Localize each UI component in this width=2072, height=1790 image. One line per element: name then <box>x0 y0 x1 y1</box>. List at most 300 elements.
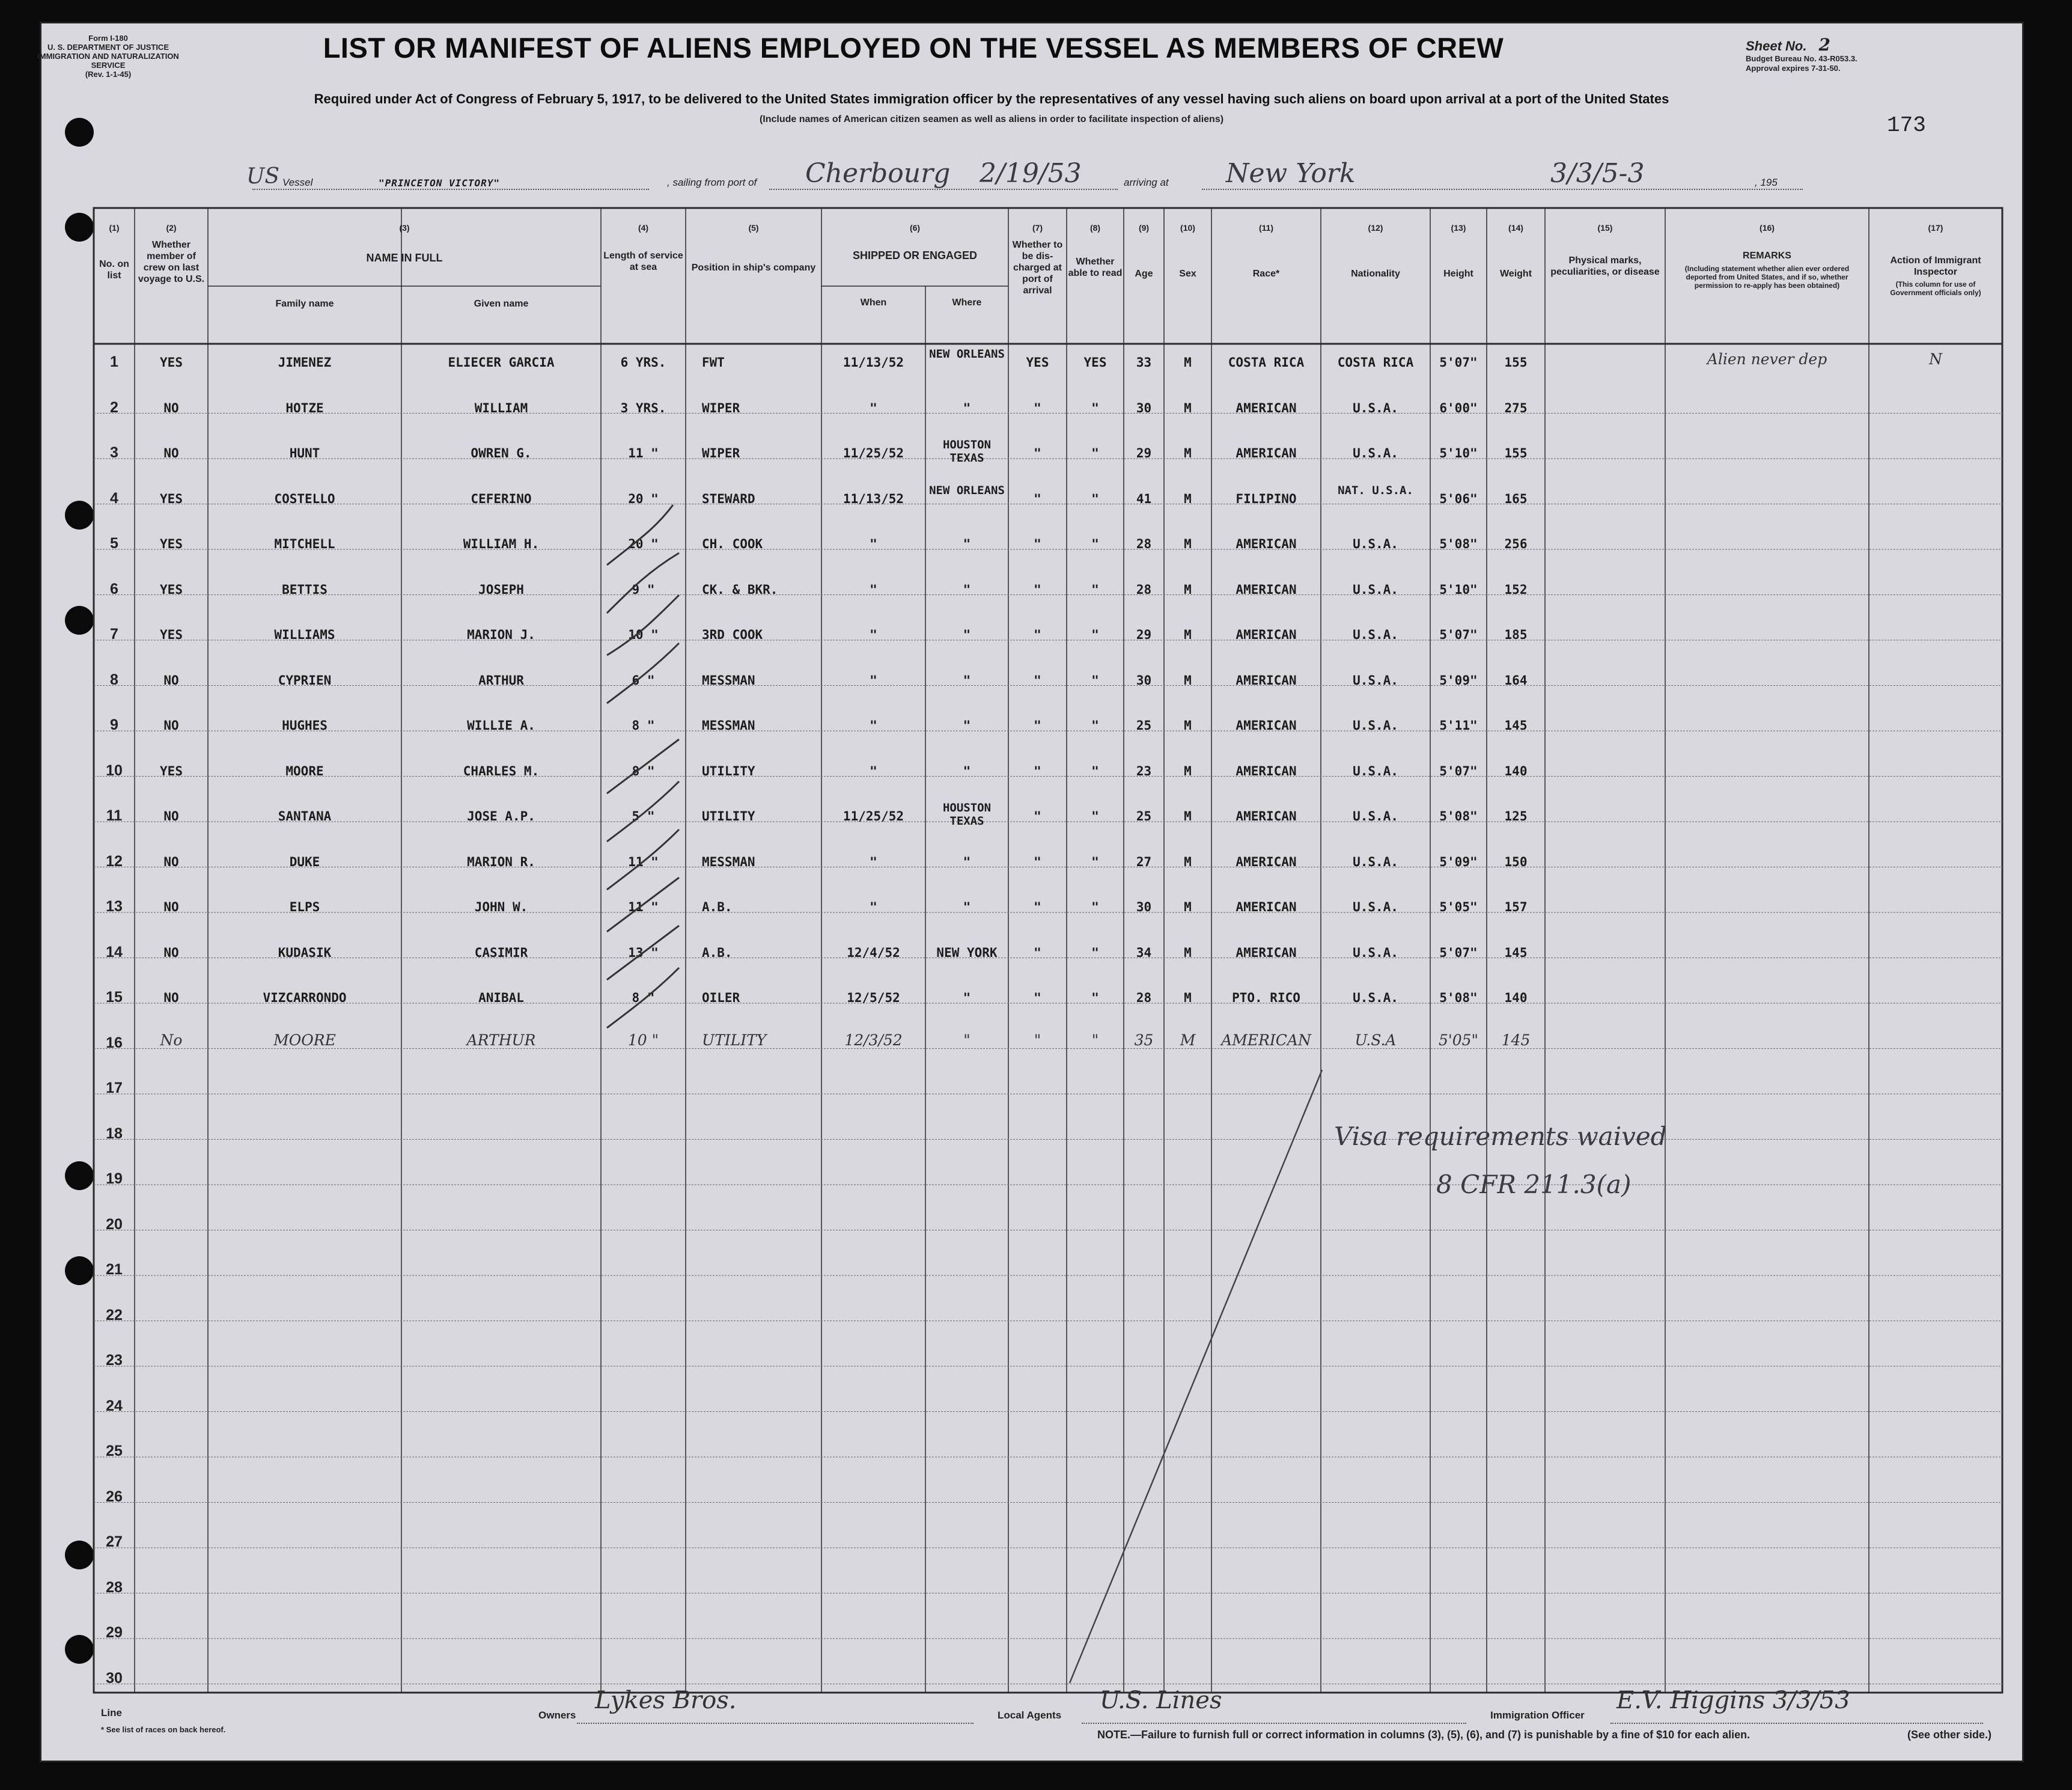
cell-nationality: U.S.A. <box>1353 446 1398 460</box>
cell-read: " <box>1091 809 1099 823</box>
header-physical: Physical marks, peculiarities, or disease <box>1550 255 1660 277</box>
cell-nationality: U.S.A. <box>1353 582 1398 597</box>
cell-height: 5'08" <box>1439 537 1478 551</box>
cell-race: AMERICAN <box>1221 1031 1311 1049</box>
cell-sex: M <box>1184 355 1192 370</box>
visa-waiver-note: Visa requirements waived <box>1334 1122 1667 1151</box>
col-num-5: (5) <box>748 223 759 233</box>
cell-height: 5'07" <box>1439 355 1478 370</box>
cell-member: NO <box>163 446 179 460</box>
cell-given: MARION R. <box>467 854 535 869</box>
cell-nationality: U.S.A <box>1354 1031 1397 1049</box>
col-num-16: (16) <box>1760 223 1775 233</box>
row-number: 30 <box>106 1669 123 1687</box>
cell-discharged: " <box>1034 991 1041 1005</box>
row-number: 2 <box>110 399 118 416</box>
cell-age: 33 <box>1136 355 1152 370</box>
cell-when: 12/3/52 <box>844 1031 903 1049</box>
row-number: 21 <box>106 1261 123 1278</box>
cell-length: 20 " <box>628 491 659 506</box>
cell-position: MESSMAN <box>702 854 755 869</box>
cell-age: 28 <box>1136 991 1152 1005</box>
cell-remarks: Alien never dep <box>1707 350 1827 368</box>
cell-length: 9 " <box>632 582 655 597</box>
cell-read: YES <box>1083 355 1107 370</box>
cell-sex: M <box>1184 763 1192 778</box>
header-nationality: Nationality <box>1351 269 1400 279</box>
header-given-name: Given name <box>474 299 529 309</box>
row-number: 3 <box>110 444 118 461</box>
cell-family: BETTIS <box>282 582 328 597</box>
col-num-1: (1) <box>109 223 120 233</box>
cell-position: UTILITY <box>702 809 755 823</box>
cell-sex: M <box>1184 673 1192 688</box>
cell-nationality: COSTA RICA <box>1337 355 1414 370</box>
cell-discharged: " <box>1034 1031 1041 1049</box>
cell-weight: 140 <box>1504 991 1528 1005</box>
col-num-11: (11) <box>1258 223 1274 233</box>
cell-weight: 155 <box>1504 446 1528 460</box>
header-race: Race* <box>1252 269 1280 279</box>
cell-height: 5'07" <box>1439 628 1478 642</box>
cell-length: 8 " <box>632 718 655 733</box>
cell-height: 5'08" <box>1439 809 1478 823</box>
cell-nationality: U.S.A. <box>1353 991 1398 1005</box>
cell-read: " <box>1091 945 1099 960</box>
cell-where: " <box>963 582 971 597</box>
cell-where: " <box>963 763 971 778</box>
cell-given: WILLIAM H. <box>463 537 540 551</box>
cell-length: 8 " <box>632 991 655 1005</box>
cell-discharged: " <box>1034 809 1041 823</box>
cell-age: 28 <box>1136 537 1152 551</box>
col-num-2: (2) <box>166 223 177 233</box>
row-number: 14 <box>106 943 123 961</box>
cell-sex: M <box>1184 628 1192 642</box>
cell-given: CASIMIR <box>474 945 528 960</box>
cell-position: CH. COOK <box>702 537 763 551</box>
cell-family: HUGHES <box>282 718 328 733</box>
row-number: 26 <box>106 1488 123 1505</box>
row-number: 17 <box>106 1080 123 1096</box>
row-number: 6 <box>110 580 118 597</box>
cell-race: AMERICAN <box>1236 718 1297 733</box>
cell-position: MESSMAN <box>702 673 755 688</box>
cell-discharged: " <box>1034 945 1041 960</box>
cell-height: 5'05" <box>1439 900 1478 914</box>
cell-race: AMERICAN <box>1236 809 1297 823</box>
cell-discharged: " <box>1034 537 1041 551</box>
approval-expiry: Approval expires 7-31-50. <box>1746 64 1841 73</box>
cell-length: 11 " <box>628 446 659 460</box>
cell-member: YES <box>160 537 183 551</box>
col-num-14: (14) <box>1508 223 1523 233</box>
row-number: 11 <box>106 807 123 824</box>
row-number: 12 <box>106 852 123 870</box>
footer-agents-label: Local Agents <box>998 1709 1062 1721</box>
cell-age: 34 <box>1136 945 1152 960</box>
arriving-label: arriving at <box>1124 177 1169 188</box>
cell-age: 29 <box>1136 628 1152 642</box>
cell-when: 11/13/52 <box>843 355 904 370</box>
cell-discharged: " <box>1034 900 1041 914</box>
cell-race: AMERICAN <box>1236 537 1297 551</box>
row-number: 27 <box>106 1533 123 1550</box>
cell-age: 29 <box>1136 446 1152 460</box>
cell-when: 11/25/52 <box>843 809 904 823</box>
cell-family: JIMENEZ <box>278 355 332 370</box>
cell-discharged: YES <box>1026 355 1049 370</box>
cell-member: NO <box>163 945 179 960</box>
cell-length: 11 " <box>628 900 659 914</box>
cell-position: A.B. <box>702 945 733 960</box>
cell-nationality: U.S.A. <box>1353 400 1398 415</box>
cell-race: AMERICAN <box>1236 582 1297 597</box>
cell-when: " <box>870 400 877 415</box>
footer-owners: Lykes Bros. <box>595 1687 737 1714</box>
cell-when: " <box>870 537 877 551</box>
footer-races-note: * See list of races on back hereof. <box>101 1725 226 1734</box>
row-number: 22 <box>106 1306 123 1324</box>
cell-given: CEFERINO <box>471 491 532 506</box>
cell-where: NEW ORLEANS <box>929 347 1005 361</box>
row-number: 25 <box>106 1443 123 1459</box>
cell-race: AMERICAN <box>1236 854 1297 869</box>
cell-position: 3RD COOK <box>702 628 763 642</box>
footer-other-side: (See other side.) <box>1907 1729 1992 1741</box>
col-num-3: (3) <box>399 223 410 233</box>
cell-age: 35 <box>1134 1031 1154 1049</box>
cell-given: WILLIE A. <box>467 718 535 733</box>
cell-race: AMERICAN <box>1236 673 1297 688</box>
cell-position: MESSMAN <box>702 718 755 733</box>
cell-age: 25 <box>1136 718 1152 733</box>
vessel-prefix: US <box>246 164 280 189</box>
row-number: 13 <box>106 898 123 915</box>
row-number: 29 <box>106 1624 123 1641</box>
header-shipped: SHIPPED OR ENGAGED <box>852 249 978 261</box>
cell-race: AMERICAN <box>1236 945 1297 960</box>
cell-sex: M <box>1184 718 1192 733</box>
cell-when: " <box>870 673 877 688</box>
header-weight: Weight <box>1499 269 1532 279</box>
cell-discharged: " <box>1034 491 1041 506</box>
cell-family: WILLIAMS <box>274 628 335 642</box>
cell-sex: M <box>1184 945 1192 960</box>
col-num-15: (15) <box>1597 223 1613 233</box>
cell-family: SANTANA <box>278 809 332 823</box>
cell-family: VIZCARRONDO <box>263 991 347 1005</box>
cell-discharged: " <box>1034 673 1041 688</box>
row-number: 23 <box>106 1352 123 1369</box>
cell-weight: 165 <box>1504 491 1528 506</box>
row-number: 9 <box>110 716 118 733</box>
cell-where: HOUSTON TEXAS <box>942 801 992 828</box>
cell-length: 5 " <box>632 809 655 823</box>
row-number: 15 <box>106 989 123 1006</box>
cell-member: NO <box>163 991 179 1005</box>
cell-height: 5'11" <box>1439 718 1478 733</box>
cell-member: NO <box>163 854 179 869</box>
cell-weight: 275 <box>1504 400 1528 415</box>
cell-when: " <box>870 628 877 642</box>
cell-given: CHARLES M. <box>463 763 540 778</box>
cell-given: ARTHUR <box>466 1031 536 1049</box>
cell-sex: M <box>1184 400 1192 415</box>
cell-height: 5'09" <box>1439 673 1478 688</box>
cell-position: STEWARD <box>702 491 755 506</box>
cell-discharged: " <box>1034 763 1041 778</box>
row-number: 24 <box>106 1397 123 1414</box>
cell-given: MARION J. <box>467 628 535 642</box>
page-title: LIST OR MANIFEST OF ALIENS EMPLOYED ON THE VESSEL AS MEMBERS OF CREW <box>323 32 1504 64</box>
header-discharged: Whether to be dis-charged at port of arrival <box>1012 240 1063 296</box>
cell-read: " <box>1091 673 1099 688</box>
cell-where: NEW YORK <box>936 945 998 960</box>
cell-read: " <box>1091 400 1099 415</box>
cell-height: 5'10" <box>1439 446 1478 460</box>
year-label: , 195 <box>1755 177 1778 188</box>
cell-age: 30 <box>1136 400 1152 415</box>
col-num-13: (13) <box>1451 223 1466 233</box>
cell-member: YES <box>160 491 183 506</box>
cell-length: 13 " <box>628 945 659 960</box>
cell-member: No <box>160 1031 183 1049</box>
cell-member: NO <box>163 400 179 415</box>
cell-height: 6'00" <box>1439 400 1478 415</box>
cell-when: 11/25/52 <box>843 446 904 460</box>
cell-discharged: " <box>1034 718 1041 733</box>
sheet-label: Sheet No. <box>1746 38 1807 53</box>
cell-when: " <box>870 763 877 778</box>
cell-race: AMERICAN <box>1236 400 1297 415</box>
cell-discharged: " <box>1034 628 1041 642</box>
cell-member: YES <box>160 355 183 370</box>
cell-when: " <box>870 900 877 914</box>
cell-where: " <box>963 673 971 688</box>
cell-position: OILER <box>702 991 740 1005</box>
cell-sex: M <box>1184 900 1192 914</box>
cell-nationality: U.S.A. <box>1353 854 1398 869</box>
cell-given: JOHN W. <box>474 900 528 914</box>
cell-sex: M <box>1184 991 1192 1005</box>
row-number: 10 <box>106 762 123 779</box>
cell-length: 6 YRS. <box>620 355 666 370</box>
visa-cfr-note: 8 CFR 211.3(a) <box>1436 1170 1632 1199</box>
cell-discharged: " <box>1034 446 1041 460</box>
footer-line-label: Line <box>101 1707 122 1718</box>
cell-given: ANIBAL <box>478 991 524 1005</box>
cell-discharged: " <box>1034 854 1041 869</box>
cell-read: " <box>1091 900 1099 914</box>
footer-officer: E.V. Higgins 3/3/53 <box>1616 1687 1850 1714</box>
cell-nationality: U.S.A. <box>1353 809 1398 823</box>
cell-height: 5'06" <box>1439 491 1478 506</box>
cell-read: " <box>1091 537 1099 551</box>
cell-family: CYPRIEN <box>278 673 332 688</box>
subtitle: Required under Act of Congress of February 5, 1917, to be delivered to the United States immigration officer by the representatives of any vessel having such aliens on board upon arrival at a port of the United States <box>314 91 1669 106</box>
cell-family: ELPS <box>289 900 320 914</box>
header-when: When <box>860 298 887 308</box>
cell-position: UTILITY <box>702 763 755 778</box>
sailing-date: 2/19/53 <box>980 158 1082 189</box>
cell-read: " <box>1091 854 1099 869</box>
cell-length: 6 " <box>632 673 655 688</box>
row-number: 8 <box>110 671 118 688</box>
cell-weight: 157 <box>1504 900 1528 914</box>
col-num-9: (9) <box>1138 223 1150 233</box>
cell-height: 5'07" <box>1439 945 1478 960</box>
sailing-port: Cherbourg <box>805 158 951 189</box>
cell-position: WIPER <box>702 446 740 460</box>
cell-given: OWREN G. <box>471 446 532 460</box>
col-num-17: (17) <box>1928 223 1943 233</box>
cell-length: 3 YRS. <box>620 400 666 415</box>
cell-where: " <box>963 537 971 551</box>
cell-length: 20 " <box>628 537 659 551</box>
cell-given: ARTHUR <box>478 673 524 688</box>
header-remarks-sub: (Including statement whether alien ever ordered deported from United States, and if so, whether permission to re-apply has been obtained) <box>1684 264 1850 290</box>
cell-where: NEW ORLEANS <box>929 483 1005 497</box>
header-height: Height <box>1443 269 1473 279</box>
cell-given: JOSE A.P. <box>467 809 535 823</box>
cell-age: 27 <box>1136 854 1152 869</box>
header-where: Where <box>952 298 982 308</box>
header-sex: Sex <box>1179 269 1196 279</box>
header-family-name: Family name <box>275 299 334 309</box>
cell-read: " <box>1091 491 1099 506</box>
cell-height: 5'08" <box>1439 991 1478 1005</box>
cell-read: " <box>1091 582 1099 597</box>
cell-read: " <box>1091 628 1099 642</box>
cell-member: NO <box>163 809 179 823</box>
cell-sex: M <box>1184 537 1192 551</box>
cell-nationality: U.S.A. <box>1353 718 1398 733</box>
row-number: 19 <box>106 1170 123 1187</box>
cell-sex: M <box>1180 1031 1196 1049</box>
cell-member: YES <box>160 628 183 642</box>
cell-race: COSTA RICA <box>1228 355 1305 370</box>
row-number: 5 <box>110 535 118 552</box>
cell-weight: 155 <box>1504 355 1528 370</box>
cell-sex: M <box>1184 809 1192 823</box>
vessel-label: Vessel <box>282 177 313 188</box>
cell-when: " <box>870 718 877 733</box>
header-remarks: REMARKS <box>1743 251 1791 261</box>
col-num-10: (10) <box>1180 223 1195 233</box>
header-no-on-list: No. on list <box>99 259 129 281</box>
header-action: Action of Immigrant Inspector <box>1890 255 1981 277</box>
col-num-8: (8) <box>1089 223 1101 233</box>
cell-read: " <box>1091 718 1099 733</box>
cell-nationality: NAT. U.S.A. <box>1338 483 1413 497</box>
cell-race: AMERICAN <box>1236 900 1297 914</box>
cell-where: " <box>963 400 971 415</box>
cell-sex: M <box>1184 491 1192 506</box>
cell-when: " <box>870 582 877 597</box>
cell-age: 30 <box>1136 900 1152 914</box>
form-number: Form I-180 <box>88 34 128 43</box>
cell-discharged: " <box>1034 400 1041 415</box>
cell-age: 28 <box>1136 582 1152 597</box>
subtitle-note: (Include names of American citizen seamen as well as aliens in order to facilitate inspection of aliens) <box>759 114 1224 124</box>
cell-weight: 185 <box>1504 628 1528 642</box>
cell-family: KUDASIK <box>278 945 332 960</box>
cell-race: PTO. RICO <box>1232 991 1300 1005</box>
department: U. S. DEPARTMENT OF JUSTICE <box>47 43 169 52</box>
cell-when: 11/13/52 <box>843 491 904 506</box>
cell-age: 41 <box>1136 491 1152 506</box>
arrival-date: 3/3/5-3 <box>1550 158 1645 189</box>
cell-family: MOORE <box>273 1031 336 1049</box>
row-number: 1 <box>110 353 118 370</box>
cell-where: " <box>963 991 971 1005</box>
row-number: 7 <box>110 626 118 643</box>
cell-height: 5'07" <box>1439 763 1478 778</box>
cell-race: AMERICAN <box>1236 446 1297 460</box>
cell-action: N <box>1929 350 1942 368</box>
cell-sex: M <box>1184 582 1192 597</box>
sheet-value: 2 <box>1818 35 1830 55</box>
cell-length: 10 " <box>627 1031 659 1049</box>
footer-owners-label: Owners <box>538 1709 576 1721</box>
cell-read: " <box>1091 991 1099 1005</box>
header-length-service: Length of service at sea <box>603 251 683 272</box>
cell-weight: 125 <box>1504 809 1528 823</box>
cell-nationality: U.S.A. <box>1353 673 1398 688</box>
row-number: 16 <box>106 1034 123 1051</box>
cell-nationality: U.S.A. <box>1353 628 1398 642</box>
page-stamp: 173 <box>1887 113 1926 138</box>
budget-bureau: Budget Bureau No. 43-R053.3. <box>1746 54 1857 63</box>
col-num-12: (12) <box>1368 223 1383 233</box>
cell-member: NO <box>163 900 179 914</box>
cell-length: 11 " <box>628 854 659 869</box>
cell-weight: 145 <box>1501 1031 1531 1049</box>
cell-weight: 145 <box>1504 945 1528 960</box>
cell-family: DUKE <box>289 854 320 869</box>
cell-position: WIPER <box>702 400 740 415</box>
cell-member: NO <box>163 718 179 733</box>
cell-where: " <box>963 718 971 733</box>
cell-family: COSTELLO <box>274 491 335 506</box>
cell-position: CK. & BKR. <box>702 582 778 597</box>
vessel-name: "PRINCETON VICTORY" <box>379 177 501 189</box>
cell-when: 12/4/52 <box>847 945 900 960</box>
cell-weight: 256 <box>1504 537 1528 551</box>
cell-position: A.B. <box>702 900 733 914</box>
cell-family: HOTZE <box>285 400 324 415</box>
cell-nationality: U.S.A. <box>1353 900 1398 914</box>
cell-read: " <box>1091 446 1099 460</box>
cell-discharged: " <box>1034 582 1041 597</box>
header-action-sub: (This column for use of Government officials only) <box>1890 280 1981 297</box>
header-whether-member: Whether member of crew on last voyage to U.S. <box>138 240 205 284</box>
cell-height: 5'09" <box>1439 854 1478 869</box>
sailing-label: , sailing from port of <box>667 177 757 188</box>
cell-nationality: U.S.A. <box>1353 763 1398 778</box>
col-num-7: (7) <box>1032 223 1043 233</box>
cell-height: 5'10" <box>1439 582 1478 597</box>
footer-agents: U.S. Lines <box>1100 1687 1222 1714</box>
cell-length: 8 " <box>632 763 655 778</box>
service: IMMIGRATION AND NATURALIZATION SERVICE <box>37 52 179 70</box>
cell-age: 30 <box>1136 673 1152 688</box>
row-number: 18 <box>106 1125 123 1142</box>
cell-family: HUNT <box>289 446 320 460</box>
col-num-6: (6) <box>909 223 921 233</box>
cell-position: UTILITY <box>702 1031 767 1049</box>
